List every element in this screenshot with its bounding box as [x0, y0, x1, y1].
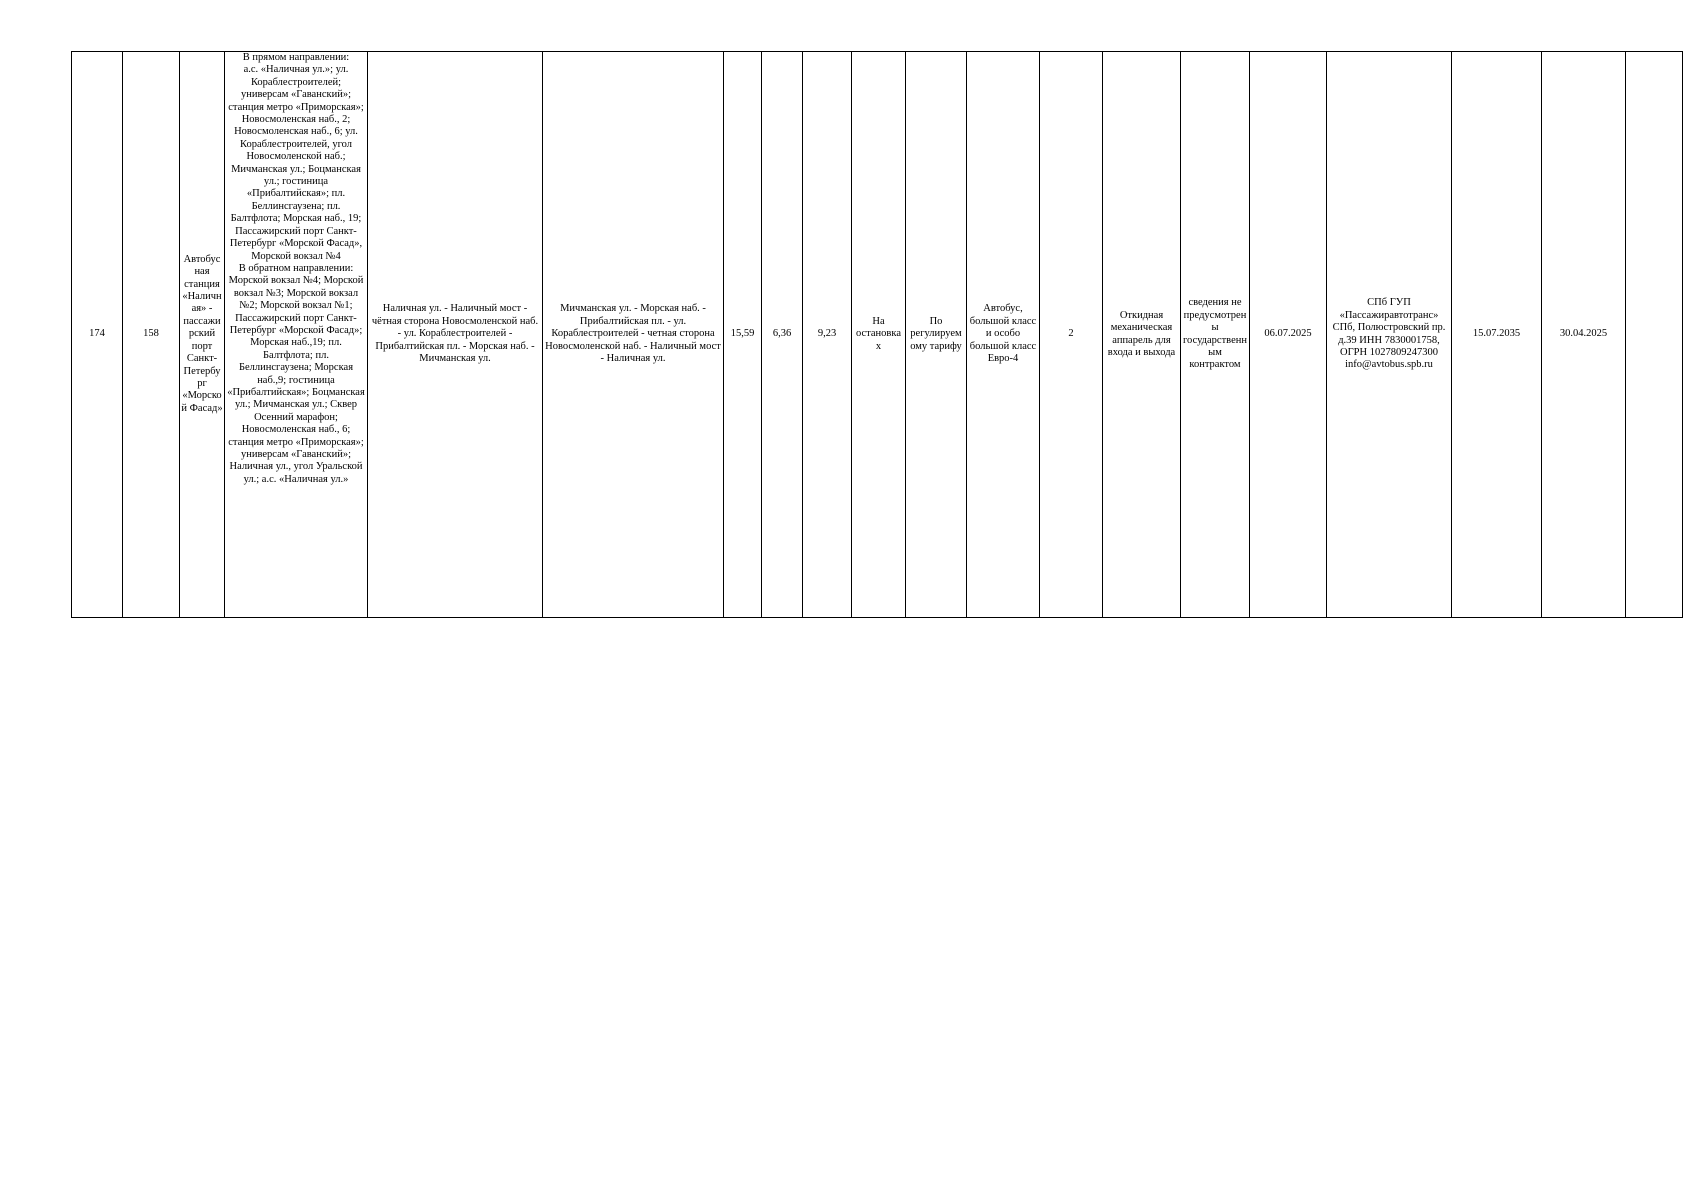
- end-date-cell: 15.07.2035: [1452, 52, 1542, 618]
- extra-equipment-cell: Откидная механическая аппарель для входа и выхода: [1103, 52, 1181, 618]
- vehicle-class-cell: Автобус, большой класс и особо большой класс Евро-4: [967, 52, 1040, 618]
- length-total-cell: 15,59: [724, 52, 762, 618]
- route-number-cell: 158: [123, 52, 180, 618]
- table-row: [72, 52, 1683, 618]
- empty-cell: [1626, 52, 1683, 618]
- streets-forward-cell: Наличная ул. - Наличный мост - чётная сторона Новосмоленской наб. - ул. Кораблестроителей - Прибалтийская пл. - Морская наб. - Мичманская ул.: [368, 52, 543, 618]
- date-cell: 30.04.2025: [1542, 52, 1626, 618]
- tariff-cell: По регулируемому тарифу: [906, 52, 967, 618]
- carrier-cell: СПб ГУП «Пассажиравтотранс» СПб, Полюстровский пр. д.39 ИНН 7830001758, ОГРН 1027809247300 info@avtobus.spb.ru: [1327, 52, 1452, 618]
- streets-backward-cell: Мичманская ул. - Морская наб. - Прибалтийская пл. - ул. Кораблестроителей - четная сторона Новосмоленской наб. - Наличный мост - Наличная ул.: [543, 52, 724, 618]
- route-name-cell: Автобусная станция «Наличная» - пассажирский порт Санкт-Петербург «Морской Фасад»: [180, 52, 225, 618]
- stops-forward-heading: В прямом направлении:: [242, 52, 350, 63]
- length-backward-cell: 9,23: [803, 52, 852, 618]
- stops-forward-list: а.с. «Наличная ул.»; ул. Кораблестроителей; универсам «Гаванский»; станция метро «Приморская»; Новосмоленская наб., 2; Новосмоленская наб., 6; ул. Кораблестроителей, угол Новосмоленской наб.; Мичманская ул.; Боцманская ул.; гостиница «Прибалтийская»; пл. Беллинсгаузена; пл. Балтфлота; Морская наб., 19; Пассажирский порт Санкт-Петербург «Морской Фасад», Морской вокзал №4: [228, 64, 364, 262]
- stops-backward-list: Морской вокзал №4; Морской вокзал №3; Морской вокзал №2; Морской вокзал №1; Пассажирский порт Санкт-Петербург «Морской Фасад»; Морская наб.,19; пл. Балтфлота; пл. Беллинсгаузена; Морская наб.,9; гостиница «Прибалтийская»; Боцманская ул.; Мичманская ул.; Сквер Осенний марафон; Новосмоленская наб., 6; станция метро «Приморская»; универсам «Гаванский»; Наличная ул., угол Уральской ул.; а.с. «Наличная ул.»: [227, 275, 365, 485]
- contract-info-cell: сведения не предусмотрены государственным контрактом: [1181, 52, 1250, 618]
- start-date-cell: 06.07.2025: [1250, 52, 1327, 618]
- stop-order-cell: На остановках: [852, 52, 906, 618]
- vehicle-count-cell: 2: [1040, 52, 1103, 618]
- registry-number-cell: 174: [72, 52, 123, 618]
- stops-cell: [225, 52, 368, 618]
- route-registry-table: [71, 51, 1683, 618]
- stops-backward-heading: В обратном направлении:: [238, 262, 354, 274]
- length-forward-cell: 6,36: [762, 52, 803, 618]
